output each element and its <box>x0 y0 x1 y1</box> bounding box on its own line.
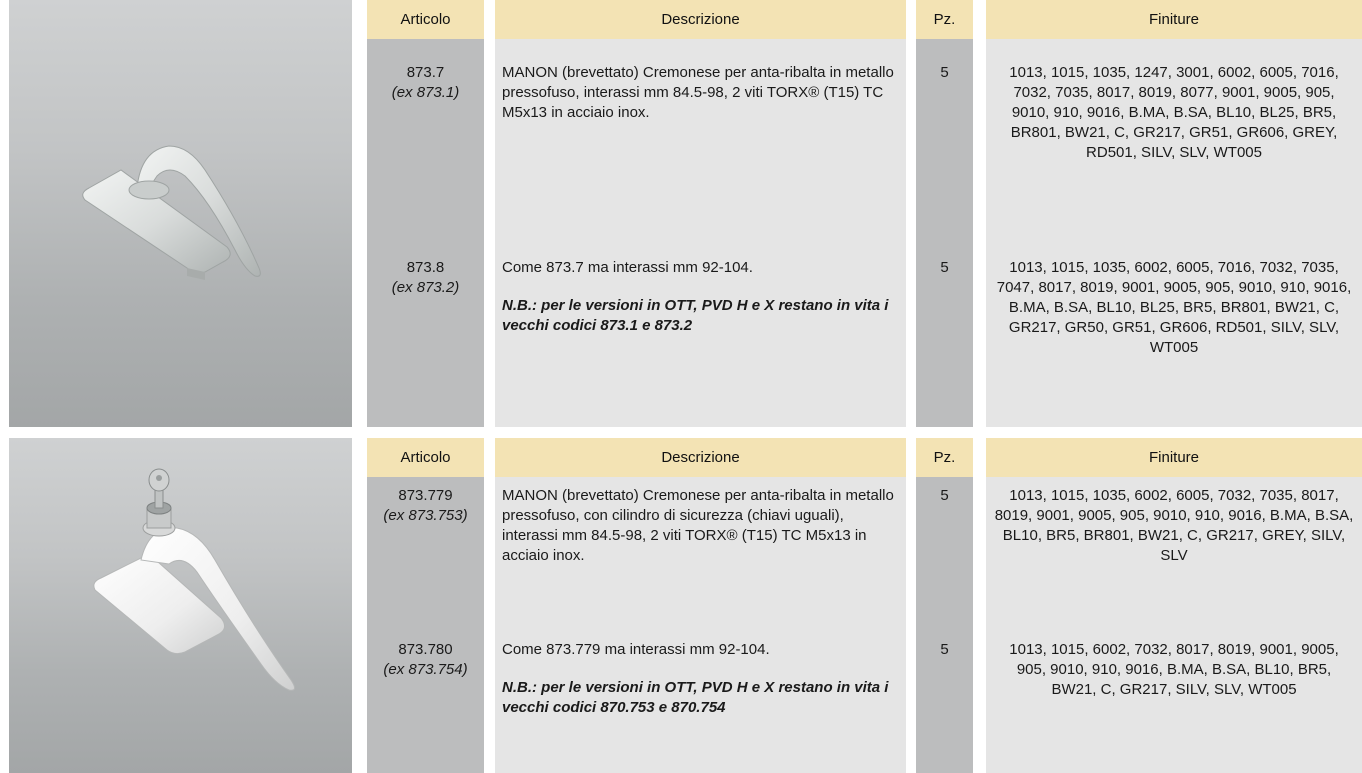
article-old-code: (ex 873.2) <box>391 279 460 296</box>
article-code-cell <box>367 63 484 103</box>
article-code-cell <box>367 640 484 680</box>
description-cell <box>502 258 897 336</box>
finishes-cell: 1013, 1015, 6002, 7032, 8017, 8019, 9001, 9005, 905, 9010, 910, 9016, B.MA, B.SA, BL10, BR5, BW21, C, GR217, SILV, SLV, WT005 <box>1009 641 1339 698</box>
description-cell <box>502 640 897 718</box>
article-code: 873.8 <box>406 259 445 276</box>
article-code: 873.7 <box>406 64 445 81</box>
column-pz <box>916 477 973 773</box>
description-note: N.B.: per le versioni in OTT, PVD H e X restano in vita i vecchi codici 873.1 e 873.2 <box>502 297 889 334</box>
header-finiture: Finiture <box>986 0 1362 39</box>
article-old-code: (ex 873.753) <box>383 507 468 524</box>
article-code-cell <box>367 258 484 298</box>
header-descrizione: Descrizione <box>495 0 906 39</box>
header-finiture: Finiture <box>986 438 1362 477</box>
header-descrizione: Descrizione <box>495 438 906 477</box>
product-table-2 <box>0 438 1362 773</box>
description-text: Come 873.779 ma interassi mm 92-104. <box>502 641 770 658</box>
article-old-code: (ex 873.1) <box>391 84 460 101</box>
article-code-cell <box>367 486 484 526</box>
description-note: N.B.: per le versioni in OTT, PVD H e X restano in vita i vecchi codici 870.753 e 870.754 <box>502 679 889 716</box>
finishes-cell: 1013, 1015, 1035, 1247, 3001, 6002, 6005, 7016, 7032, 7035, 8017, 8019, 8077, 9001, 9005, 905, 9010, 910, 9016, B.MA, B.SA, BL10, BL25, BR5, BR801, BW21, C, GR217, GR51, GR606, GREY, RD501, SILV, SLV, WT005 <box>1009 64 1339 161</box>
header-articolo: Articolo <box>367 0 484 39</box>
pieces-cell: 5 <box>940 259 949 276</box>
header-pz: Pz. <box>916 438 973 477</box>
description-text: Come 873.7 ma interassi mm 92-104. <box>502 259 753 276</box>
description-text: MANON (brevettato) Cremonese per anta-ribalta in metallo pressofuso, interassi mm 84.5-98, 2 viti TORX® (T15) TC M5x13 in acciaio inox. <box>502 64 894 121</box>
pieces-cell: 5 <box>940 641 949 658</box>
pieces-cell: 5 <box>940 64 949 81</box>
product-photo-silver-handle <box>9 0 352 427</box>
article-code: 873.780 <box>398 641 453 658</box>
finishes-cell: 1013, 1015, 1035, 6002, 6005, 7032, 7035, 8017, 8019, 9001, 9005, 905, 9010, 910, 9016, B.MA, B.SA, BL10, BR5, BR801, BW21, C, GR217, GREY, SILV, SLV <box>994 487 1354 564</box>
locking-window-handle-icon <box>9 438 352 773</box>
product-photo-white-handle <box>9 438 352 773</box>
description-cell <box>502 486 897 566</box>
window-handle-icon <box>9 0 352 427</box>
header-pz: Pz. <box>916 0 973 39</box>
article-old-code: (ex 873.754) <box>383 661 468 678</box>
column-pz <box>916 39 973 427</box>
description-text: MANON (brevettato) Cremonese per anta-ribalta in metallo pressofuso, con cilindro di sicurezza (chiavi uguali), interassi mm 84.5-98, 2 viti TORX® (T15) TC M5x13 in acciaio inox. <box>502 487 894 564</box>
description-cell <box>502 63 897 123</box>
pieces-cell: 5 <box>940 487 949 504</box>
header-articolo: Articolo <box>367 438 484 477</box>
finishes-cell: 1013, 1015, 1035, 6002, 6005, 7016, 7032, 7035, 7047, 8017, 8019, 9001, 9005, 905, 9010, 910, 9016, B.MA, B.SA, BL10, BL25, BR5, BR801, BW21, C, GR217, GR50, GR51, GR606, RD501, SILV, SLV, WT005 <box>996 259 1352 356</box>
article-code: 873.779 <box>398 487 453 504</box>
